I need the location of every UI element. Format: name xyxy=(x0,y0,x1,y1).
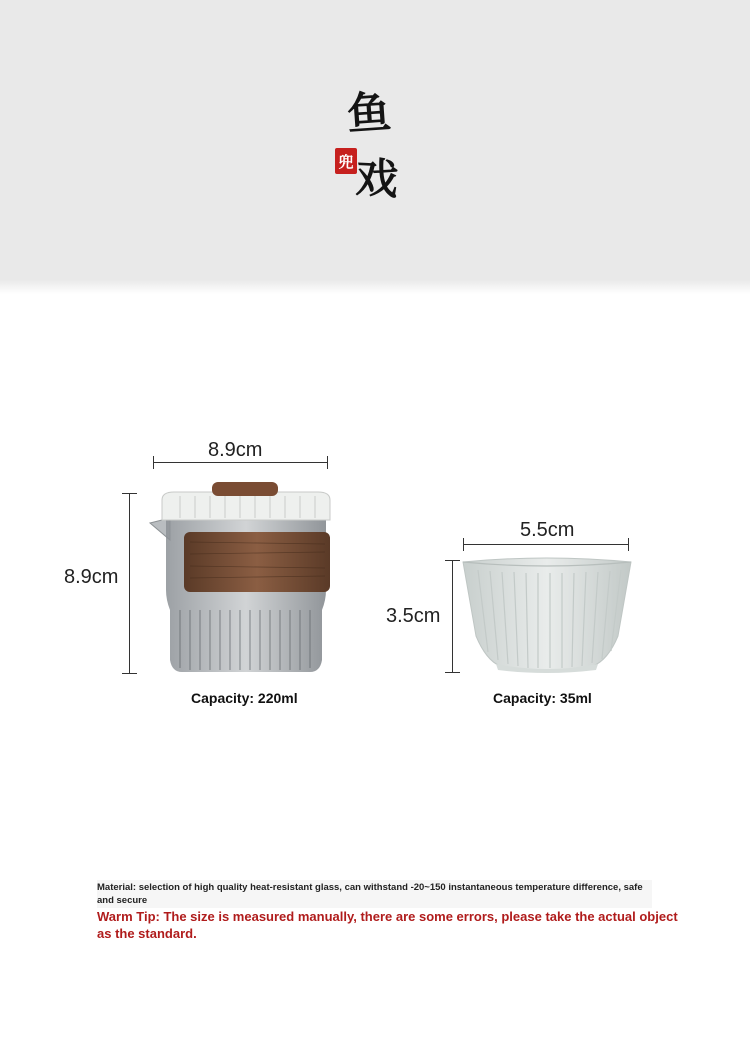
warm-tip: Warm Tip: The size is measured manually, there are some errors, please take the actual object as the standard. xyxy=(97,909,678,941)
brand-seal: 兜 xyxy=(335,148,357,174)
teapot-height-label: 8.9cm xyxy=(64,566,119,588)
teapot-height-tick-top xyxy=(122,493,137,494)
header-fade xyxy=(0,280,750,294)
cup-width-tick-right xyxy=(628,538,629,551)
teapot-width-line xyxy=(153,462,328,463)
brand-logo-char-1: 鱼 xyxy=(345,86,393,141)
teapot-width-label: 8.9cm xyxy=(208,439,263,461)
header-banner xyxy=(0,0,750,290)
teapot-width-tick-left xyxy=(153,456,154,469)
cup-width-tick-left xyxy=(463,538,464,551)
teapot-height-tick-bottom xyxy=(122,673,137,674)
teapot-image xyxy=(140,480,350,680)
cup-image xyxy=(458,556,638,676)
brand-logo-char-2: 戏 xyxy=(354,152,400,205)
cup-height-label: 3.5cm xyxy=(386,605,441,627)
cup-height-line xyxy=(452,560,453,673)
cup-capacity: Capacity: 35ml xyxy=(493,690,592,706)
cup-width-label: 5.5cm xyxy=(520,519,575,541)
teapot-capacity: Capacity: 220ml xyxy=(191,690,298,706)
teapot-height-line xyxy=(129,493,130,674)
material-note: Material: selection of high quality heat-resistant glass, can withstand -20~150 instantaneous temperature difference, safe and secure xyxy=(97,880,652,908)
cup-width-line xyxy=(463,544,629,545)
teapot-width-tick-right xyxy=(327,456,328,469)
